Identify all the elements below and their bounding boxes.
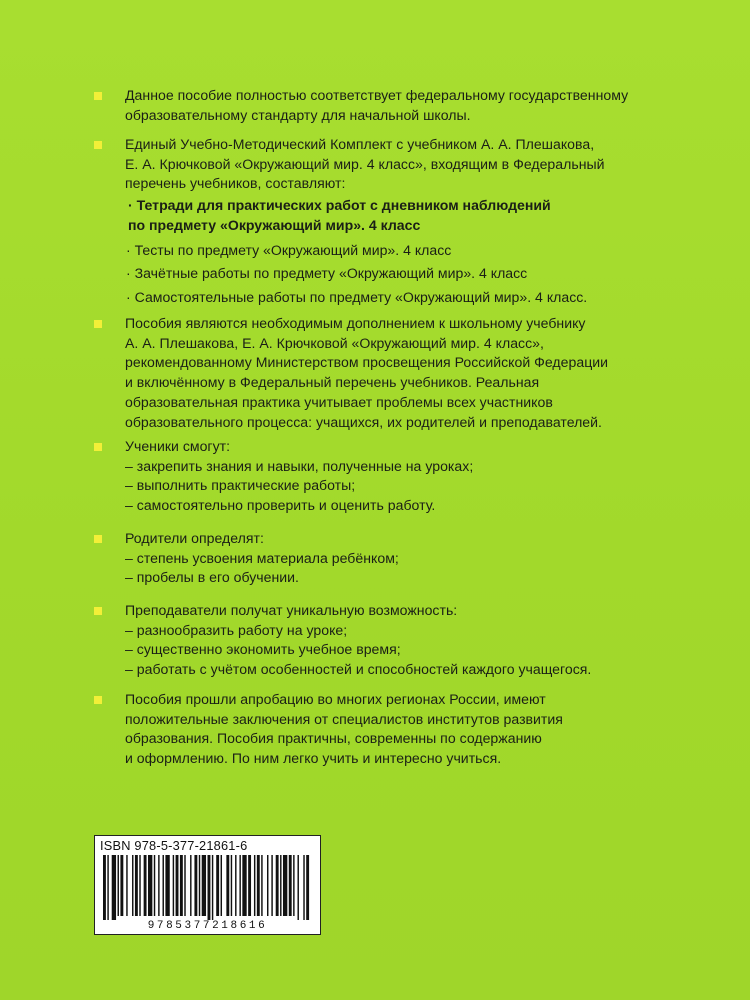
barcode-bar	[176, 855, 179, 916]
barcode-bar	[242, 855, 246, 916]
bullet-square-icon	[94, 607, 102, 615]
block-text: Данное пособие полностью соответствует федеральному государственному образовательному стандарту для начальной школы.	[125, 87, 629, 123]
umk-item: · Тесты по предмету «Окружающий мир». 4 класс	[126, 241, 452, 258]
isbn-label: ISBN 978-5-377-21861-6	[100, 838, 248, 853]
barcode-bar	[199, 855, 200, 916]
barcode-bar	[271, 855, 272, 916]
info-block-1	[94, 86, 714, 125]
barcode-bar	[283, 855, 287, 916]
barcode-bar	[231, 855, 232, 916]
barcode-bar	[303, 855, 304, 920]
barcode-bar	[208, 855, 211, 920]
barcode-bar	[280, 855, 281, 916]
barcode-bar	[267, 855, 268, 916]
barcode-bar	[103, 855, 106, 920]
info-block-7	[94, 690, 714, 769]
block-text: Ученики смогут: – закрепить знания и навыки, полученные на уроках; – выполнить практические работы; – самостоятельно проверить и оценить работу.	[125, 438, 474, 514]
barcode-bar	[254, 855, 255, 916]
barcode-bar	[144, 855, 147, 916]
umk-item: · Самостоятельные работы по предмету «Окружающий мир». 4 класс.	[126, 288, 588, 305]
barcode-bar	[112, 855, 116, 920]
barcode-bar	[107, 855, 108, 920]
barcode-bar	[154, 855, 155, 916]
barcode-bar	[135, 855, 138, 916]
info-block-6	[94, 601, 714, 680]
barcode-bar	[212, 855, 213, 920]
umk-item: · Зачётные работы по предмету «Окружающий мир». 4 класс	[126, 265, 528, 282]
isbn-barcode-box	[94, 835, 321, 935]
info-block-2	[94, 135, 714, 312]
barcode-bar	[202, 855, 206, 916]
block-text: Единый Учебно-Методический Комплект с учебником А. А. Плешакова, Е. А. Крючковой «Окружающий мир. 4 класс», входящим в Федеральный перечень учебников, составляют:	[125, 136, 605, 192]
block-text: Пособия прошли апробацию во многих регионах России, имеют положительные заключения от специалистов институтов развития образования. Пособия практичны, современны по содержанию и оформлению. По ним легко учить и интересно учиться.	[125, 691, 563, 767]
bullet-square-icon	[94, 141, 102, 149]
barcode-bar	[180, 855, 183, 916]
bullet-square-icon	[94, 92, 102, 100]
barcode-bar	[139, 855, 140, 916]
barcode-bar	[257, 855, 260, 916]
barcode-bar	[126, 855, 127, 916]
barcode-bar	[276, 855, 279, 916]
barcode-bar	[239, 855, 240, 916]
barcode-bar	[261, 855, 262, 916]
barcode-bar	[216, 855, 219, 916]
barcode-bar	[120, 855, 123, 916]
bullet-square-icon	[94, 535, 102, 543]
barcode-bar	[190, 855, 191, 916]
barcode-bar	[118, 855, 119, 916]
barcode-bar	[173, 855, 174, 916]
info-block-3	[94, 314, 714, 432]
umk-item: · Тетради для практических работ с дневником наблюдений по предмету «Окружающий мир». 4 класс	[128, 197, 551, 233]
barcode-bar	[289, 855, 292, 916]
block-text: Преподаватели получат уникальную возможность: – разнообразить работу на уроке; – существенно экономить учебное время; – работать с учётом особенностей и способностей каждого учащегося.	[125, 602, 592, 678]
barcode-bar	[221, 855, 222, 916]
barcode-bar	[306, 855, 309, 920]
barcode-bar	[163, 855, 164, 916]
info-block-4	[94, 437, 714, 516]
barcode-bar	[148, 855, 152, 916]
barcode-graphic	[103, 855, 312, 920]
barcode-bar	[297, 855, 298, 920]
block-text: Родители определят: – степень усвоения материала ребёнком; – пробелы в его обучении.	[125, 530, 399, 586]
barcode-bar	[248, 855, 251, 916]
bullet-square-icon	[94, 696, 102, 704]
bullet-square-icon	[94, 443, 102, 451]
barcode-bar	[226, 855, 229, 916]
barcode-bar	[235, 855, 236, 916]
umk-list	[126, 196, 714, 308]
barcode-digits: 9785377218616	[147, 920, 268, 932]
block-text: Пособия являются необходимым дополнением к школьному учебнику А. А. Плешакова, Е. А. Крючковой «Окружающий мир. 4 класс», рекомендованному Министерством просвещения Российской Федерации и включённому в Федеральный перечень учебников. Реальная образовательная практика учитывает проблемы всех участников образовательного процесса: учащихся, их родителей и преподавателей.	[125, 315, 609, 430]
barcode-bar	[184, 855, 185, 916]
info-block-5	[94, 529, 714, 588]
bullet-square-icon	[94, 320, 102, 328]
barcode-bar	[158, 855, 159, 916]
barcode-bar	[132, 855, 133, 916]
barcode-bar	[293, 855, 294, 916]
barcode-bar	[165, 855, 169, 916]
barcode-bar	[194, 855, 197, 916]
